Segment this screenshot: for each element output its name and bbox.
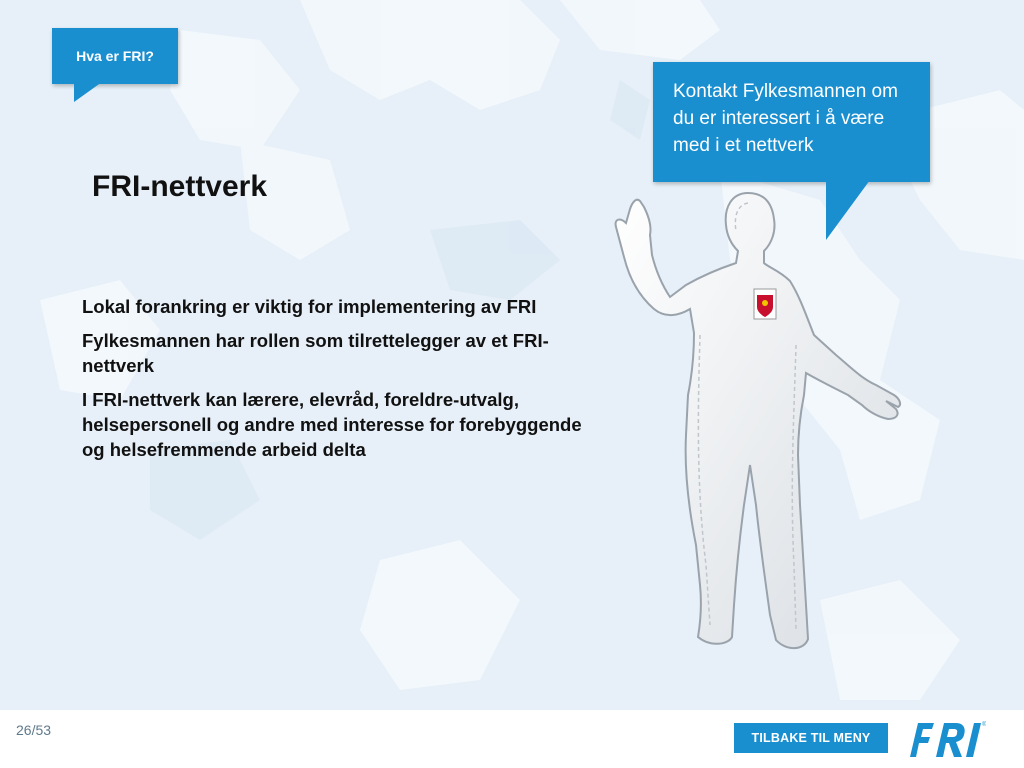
paragraph-network-members: I FRI-nettverk kan lærere, elevråd, foreldre-utvalg, helsepersonell og andre med interesse for forebyggende og helsefremmende arbeid delta [82, 389, 582, 460]
paragraph-local-anchoring: Lokal forankring er viktig for implementering av FRI [82, 296, 537, 317]
page-number: 26/53 [16, 722, 52, 738]
tag-pointer [74, 82, 102, 102]
svg-text:®: ® [982, 722, 986, 728]
page-title: FRI-nettverk [92, 170, 268, 203]
waving-person-silhouette [600, 185, 910, 660]
slide-body [82, 294, 592, 471]
paragraph-county-role: Fylkesmannen har rollen som tilrettelegger av et FRI-nettverk [82, 330, 549, 376]
what-is-fri-tag[interactable]: Hva er FRI? [52, 28, 178, 84]
coat-of-arms-badge [754, 289, 776, 319]
back-to-menu-button[interactable]: TILBAKE TIL MENY [734, 723, 888, 753]
fri-logo [906, 717, 986, 761]
contact-speech-bubble: Kontakt Fylkesmannen om du er interessert i å være med i et nettverk [653, 62, 930, 182]
